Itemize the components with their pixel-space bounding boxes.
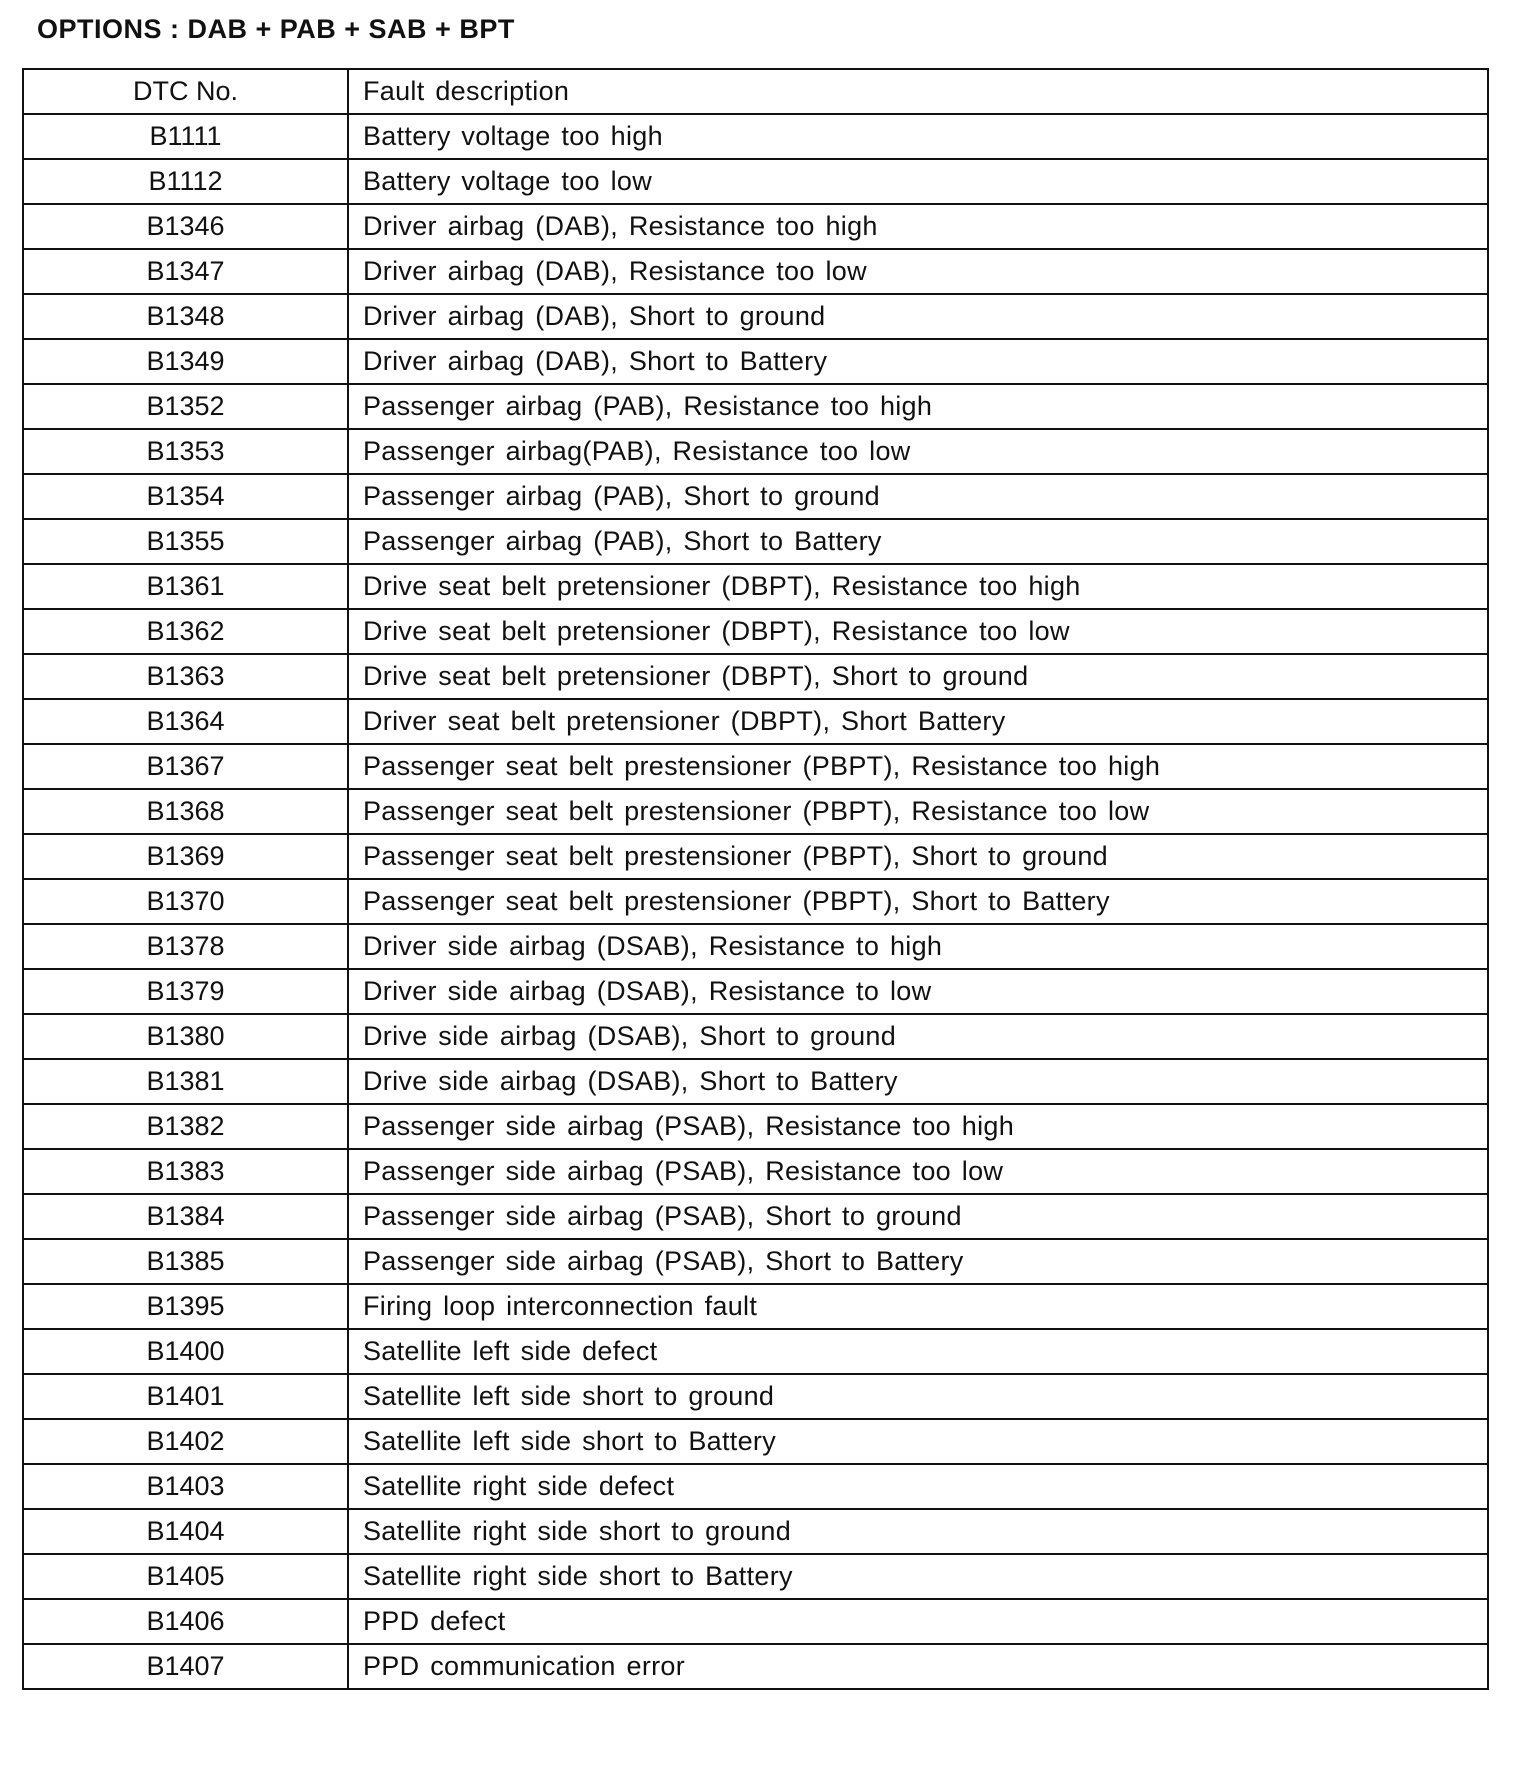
dtc-table-body <box>23 69 1488 1689</box>
fault-description-cell: Driver airbag (DAB), Resistance too low <box>348 249 1488 294</box>
fault-description-cell: Passenger airbag(PAB), Resistance too low <box>348 429 1488 474</box>
dtc-code-cell: B1368 <box>23 789 348 834</box>
fault-description-cell: Passenger side airbag (PSAB), Short to Battery <box>348 1239 1488 1284</box>
dtc-code-cell: B1355 <box>23 519 348 564</box>
dtc-code-cell: B1367 <box>23 744 348 789</box>
dtc-code-cell: B1395 <box>23 1284 348 1329</box>
dtc-code-cell: B1346 <box>23 204 348 249</box>
table-row <box>23 1239 1488 1284</box>
table-row <box>23 789 1488 834</box>
fault-description-cell: Firing loop interconnection fault <box>348 1284 1488 1329</box>
page-title: OPTIONS : DAB + PAB + SAB + BPT <box>37 14 515 44</box>
dtc-code-cell: B1362 <box>23 609 348 654</box>
fault-description-cell: Battery voltage too high <box>348 114 1488 159</box>
fault-description-cell: Satellite right side defect <box>348 1464 1488 1509</box>
table-row <box>23 1644 1488 1689</box>
fault-description-cell: Passenger side airbag (PSAB), Resistance too low <box>348 1149 1488 1194</box>
table-row <box>23 249 1488 294</box>
fault-description-cell: Passenger airbag (PAB), Short to ground <box>348 474 1488 519</box>
fault-description-cell: Driver airbag (DAB), Resistance too high <box>348 204 1488 249</box>
fault-description-cell: Passenger seat belt prestensioner (PBPT), Short to Battery <box>348 879 1488 924</box>
dtc-code-cell: B1378 <box>23 924 348 969</box>
dtc-code-cell: B1401 <box>23 1374 348 1419</box>
table-row <box>23 1329 1488 1374</box>
table-row <box>23 1149 1488 1194</box>
dtc-code-cell: B1406 <box>23 1599 348 1644</box>
dtc-code-cell: B1384 <box>23 1194 348 1239</box>
dtc-code-cell: B1370 <box>23 879 348 924</box>
table-row <box>23 1554 1488 1599</box>
table-row <box>23 834 1488 879</box>
dtc-code-cell: B1353 <box>23 429 348 474</box>
fault-description-cell: Passenger seat belt prestensioner (PBPT), Short to ground <box>348 834 1488 879</box>
dtc-code-cell: B1381 <box>23 1059 348 1104</box>
table-row <box>23 1194 1488 1239</box>
dtc-code-cell: B1405 <box>23 1554 348 1599</box>
fault-description-cell: Satellite right side short to Battery <box>348 1554 1488 1599</box>
fault-description-cell: Drive side airbag (DSAB), Short to ground <box>348 1014 1488 1059</box>
table-row <box>23 429 1488 474</box>
table-row <box>23 384 1488 429</box>
table-row <box>23 114 1488 159</box>
fault-description-cell: Satellite right side short to ground <box>348 1509 1488 1554</box>
fault-description-cell: Passenger airbag (PAB), Short to Battery <box>348 519 1488 564</box>
dtc-code-cell: B1364 <box>23 699 348 744</box>
header-fault-description: Fault description <box>348 69 1488 114</box>
dtc-code-cell: B1403 <box>23 1464 348 1509</box>
table-row <box>23 1374 1488 1419</box>
fault-description-cell: PPD defect <box>348 1599 1488 1644</box>
fault-description-cell: Passenger side airbag (PSAB), Resistance too high <box>348 1104 1488 1149</box>
dtc-code-cell: B1348 <box>23 294 348 339</box>
table-row <box>23 1104 1488 1149</box>
dtc-code-cell: B1382 <box>23 1104 348 1149</box>
fault-description-cell: Driver side airbag (DSAB), Resistance to high <box>348 924 1488 969</box>
table-row <box>23 1419 1488 1464</box>
table-row <box>23 1014 1488 1059</box>
table-row <box>23 339 1488 384</box>
fault-description-cell: Satellite left side short to ground <box>348 1374 1488 1419</box>
header-dtc-no: DTC No. <box>23 69 348 114</box>
fault-description-cell: Drive seat belt pretensioner (DBPT), Short to ground <box>348 654 1488 699</box>
fault-description-cell: Passenger airbag (PAB), Resistance too high <box>348 384 1488 429</box>
dtc-code-cell: B1369 <box>23 834 348 879</box>
fault-description-cell: Passenger seat belt prestensioner (PBPT), Resistance too low <box>348 789 1488 834</box>
fault-description-cell: Passenger side airbag (PSAB), Short to ground <box>348 1194 1488 1239</box>
table-row <box>23 1059 1488 1104</box>
table-row <box>23 294 1488 339</box>
fault-description-cell: Drive side airbag (DSAB), Short to Battery <box>348 1059 1488 1104</box>
dtc-code-cell: B1352 <box>23 384 348 429</box>
dtc-table <box>22 68 1489 1690</box>
table-row <box>23 1464 1488 1509</box>
dtc-code-cell: B1347 <box>23 249 348 294</box>
dtc-code-cell: B1361 <box>23 564 348 609</box>
table-row <box>23 1509 1488 1554</box>
dtc-code-cell: B1383 <box>23 1149 348 1194</box>
dtc-code-cell: B1112 <box>23 159 348 204</box>
dtc-code-cell: B1404 <box>23 1509 348 1554</box>
table-row <box>23 564 1488 609</box>
table-row <box>23 969 1488 1014</box>
fault-description-cell: PPD communication error <box>348 1644 1488 1689</box>
dtc-code-cell: B1363 <box>23 654 348 699</box>
table-header-row <box>23 69 1488 114</box>
dtc-code-cell: B1385 <box>23 1239 348 1284</box>
table-row <box>23 699 1488 744</box>
fault-description-cell: Satellite left side defect <box>348 1329 1488 1374</box>
fault-description-cell: Driver seat belt pretensioner (DBPT), Short Battery <box>348 699 1488 744</box>
fault-description-cell: Driver airbag (DAB), Short to ground <box>348 294 1488 339</box>
fault-description-cell: Drive seat belt pretensioner (DBPT), Resistance too high <box>348 564 1488 609</box>
table-row <box>23 879 1488 924</box>
table-row <box>23 924 1488 969</box>
fault-description-cell: Driver side airbag (DSAB), Resistance to low <box>348 969 1488 1014</box>
fault-description-cell: Battery voltage too low <box>348 159 1488 204</box>
table-row <box>23 474 1488 519</box>
fault-description-cell: Satellite left side short to Battery <box>348 1419 1488 1464</box>
table-row <box>23 519 1488 564</box>
table-row <box>23 204 1488 249</box>
dtc-code-cell: B1407 <box>23 1644 348 1689</box>
fault-description-cell: Passenger seat belt prestensioner (PBPT), Resistance too high <box>348 744 1488 789</box>
table-row <box>23 744 1488 789</box>
table-row <box>23 1599 1488 1644</box>
dtc-code-cell: B1354 <box>23 474 348 519</box>
dtc-code-cell: B1349 <box>23 339 348 384</box>
fault-description-cell: Driver airbag (DAB), Short to Battery <box>348 339 1488 384</box>
table-row <box>23 1284 1488 1329</box>
dtc-code-cell: B1400 <box>23 1329 348 1374</box>
table-row <box>23 609 1488 654</box>
dtc-code-cell: B1380 <box>23 1014 348 1059</box>
dtc-code-cell: B1402 <box>23 1419 348 1464</box>
fault-description-cell: Drive seat belt pretensioner (DBPT), Resistance too low <box>348 609 1488 654</box>
dtc-code-cell: B1111 <box>23 114 348 159</box>
table-row <box>23 654 1488 699</box>
dtc-code-cell: B1379 <box>23 969 348 1014</box>
table-row <box>23 159 1488 204</box>
